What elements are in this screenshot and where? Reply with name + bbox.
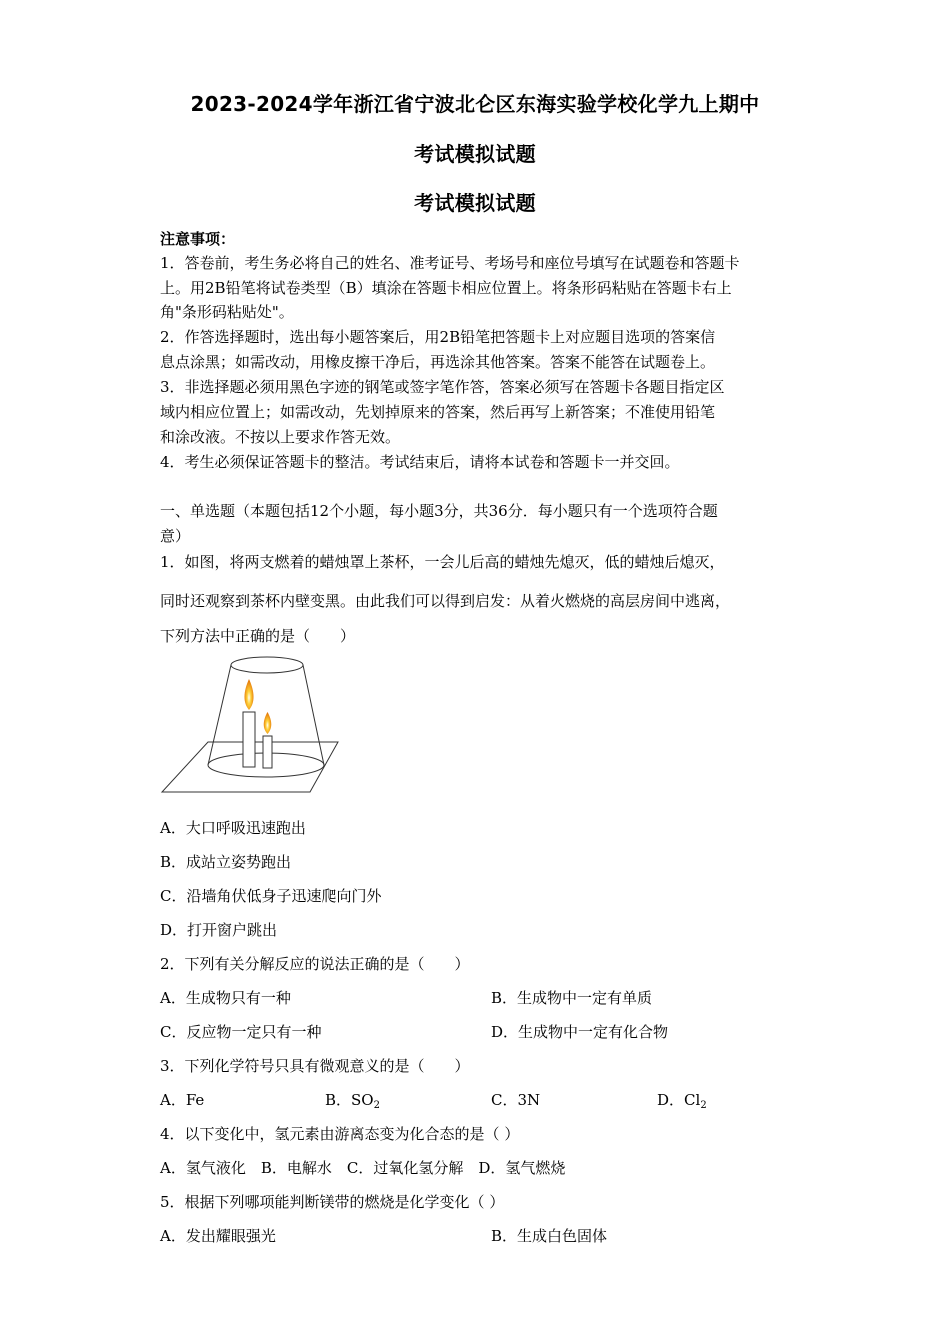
cup-rim-top [231,657,303,673]
short-candle-flame [264,712,272,734]
q2-stem: 2．下列有关分解反应的说法正确的是（ ） [160,955,470,973]
q3-option-d-text: D．Cl [657,1091,701,1109]
q3-option-d-subscript: 2 [700,1100,707,1111]
candle-cup-figure [160,652,370,800]
q5-option-b: B．生成白色固体 [491,1227,608,1245]
tall-candle-flame [244,679,253,710]
notice-line: 3．非选择题必须用黑色字迹的钢笔或签字笔作答，答案必须写在答题卡各题目指定区 [160,378,725,396]
q1-option-c: C．沿墙角伏低身子迅速爬向门外 [160,887,382,905]
q2-option-a: A．生成物只有一种 [160,989,291,1007]
notice-line: 息点涂黑；如需改动，用橡皮擦干净后，再选涂其他答案。答案不能答在试题卷上。 [160,353,716,371]
cup-side-left [208,665,231,765]
q1-stem: 下列方法中正确的是（ ） [160,627,356,645]
title-line-2: 考试模拟试题 [414,142,536,166]
q2-option-c: C．反应物一定只有一种 [160,1023,322,1041]
notice-line: 4．考生必须保证答题卡的整洁。考试结束后，请将本试卷和答题卡一并交回。 [160,453,680,471]
notice-line: 上。用2B铅笔将试卷类型（B）填涂在答题卡相应位置上。将条形码粘贴在答题卡右上 [160,279,732,297]
section-heading-cont: 意） [160,527,191,545]
notice-line: 域内相应位置上；如需改动，先划掉原来的答案，然后再写上新答案；不准使用铅笔 [160,403,716,421]
q3-option-a: A．Fe [160,1091,205,1109]
title-line-3: 考试模拟试题 [414,191,536,215]
q1-option-a: A．大口呼吸迅速跑出 [160,819,306,837]
q3-option-b-text: B．SO [325,1091,374,1109]
q2-option-b: B．生成物中一定有单质 [491,989,653,1007]
q3-stem: 3．下列化学符号只具有微观意义的是（ ） [160,1057,470,1075]
q4-stem: 4．以下变化中，氢元素由游离态变为化合态的是（ ） [160,1125,520,1143]
q5-stem: 5．根据下列哪项能判断镁带的燃烧是化学变化（ ） [160,1193,505,1211]
notice-line: 2．作答选择题时，选出每小题答案后，用2B铅笔把答题卡上对应题目选项的答案信 [160,328,716,346]
cup-side-right [303,665,324,765]
q5-option-a: A．发出耀眼强光 [160,1227,276,1245]
notice-heading: 注意事项： [160,230,236,248]
q3-option-b-subscript: 2 [373,1100,380,1111]
short-candle [263,736,272,768]
section-heading: 一、单选题（本题包括12个小题，每小题3分，共36分．每小题只有一个选项符合题 [160,502,718,520]
q1-stem: 同时还观察到茶杯内壁变黑。由此我们可以得到启发：从着火燃烧的高层房间中逃离， [160,592,731,610]
q2-option-d: D．生成物中一定有化合物 [491,1023,669,1041]
q1-stem: 1．如图，将两支燃着的蜡烛罩上茶杯，一会儿后高的蜡烛先熄灭，低的蜡烛后熄灭， [160,553,725,571]
tall-candle [243,712,255,767]
notice-line: 和涂改液。不按以上要求作答无效。 [160,428,401,446]
q3-option-d [657,1090,707,1110]
q1-option-d: D．打开窗户跳出 [160,921,278,939]
notice-line: 1．答卷前，考生务必将自己的姓名、准考证号、考场号和座位号填写在试题卷和答题卡 [160,254,740,272]
q3-option-c: C．3N [491,1091,541,1109]
q1-option-b: B．成站立姿势跑出 [160,853,292,871]
title-line-1: 2023-2024学年浙江省宁波北仑区东海实验学校化学九上期中 [190,92,760,116]
notice-line: 角"条形码粘贴处"。 [160,303,294,321]
q4-options: A．氢气液化 B．电解水 C．过氧化氢分解 D．氢气燃烧 [160,1159,566,1177]
q3-option-b [325,1090,380,1110]
